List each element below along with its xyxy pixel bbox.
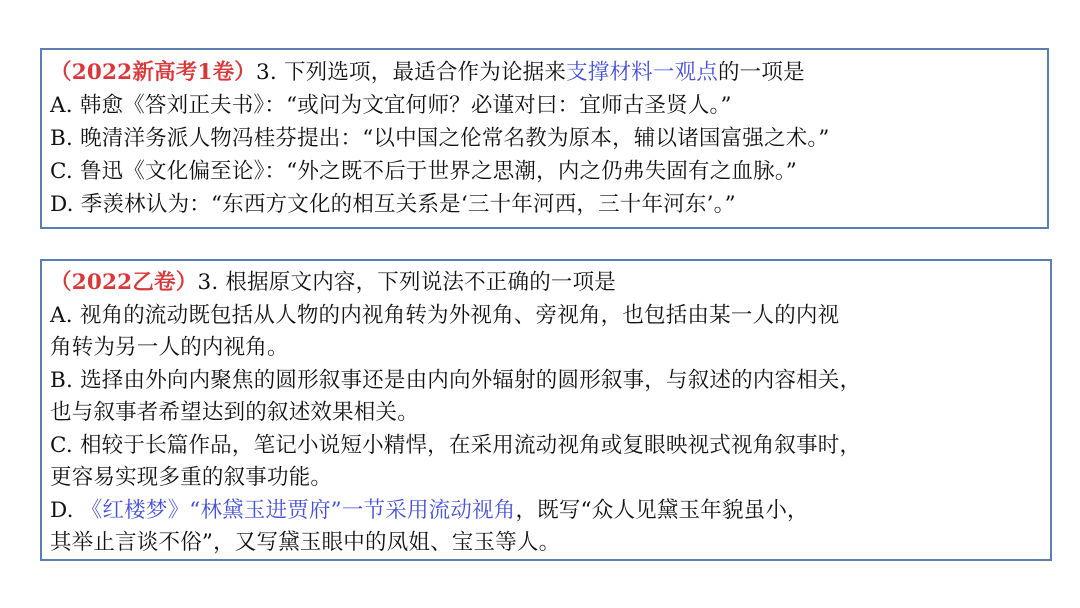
question-1-option-c bbox=[50, 155, 1047, 188]
option-letter: B. bbox=[50, 367, 74, 393]
question-2-stem-text: 3. 根据原文内容，下列说法不正确的一项是 bbox=[197, 270, 617, 295]
option-letter: C. bbox=[50, 159, 73, 184]
question-2-card bbox=[40, 259, 1052, 561]
option-text: 角转为另一人的内视角。 bbox=[50, 335, 289, 360]
question-1-card bbox=[40, 48, 1049, 229]
question-1-option-d bbox=[50, 188, 1047, 221]
option-text: 季羡林认为：“东西方文化的相互关系是‘三十年河西，三十年河东’。” bbox=[80, 192, 736, 217]
question-2-option-c-line-1 bbox=[50, 430, 1050, 463]
question-2-option-d-line-1 bbox=[50, 495, 1050, 528]
question-2-option-c-line-2 bbox=[50, 462, 1050, 495]
option-text: 韩愈《答刘正夫书》：“或问为文宜何师？必谨对曰：宜师古圣贤人。” bbox=[79, 93, 732, 118]
option-letter: B. bbox=[50, 126, 74, 151]
option-text: 选择由外向内聚焦的圆形叙事还是由内向外辐射的圆形叙事，与叙述的内容相关， bbox=[80, 367, 862, 393]
question-1-stem-before: 3. 下列选项，最适合作为论据来 bbox=[256, 60, 567, 85]
question-1-stem bbox=[50, 56, 1047, 89]
option-letter: D. bbox=[50, 497, 74, 523]
option-text: 晚清洋务派人物冯桂芬提出：“以中国之伦常名教为原本，辅以诸国富强之术。” bbox=[80, 126, 830, 151]
question-2-stem bbox=[50, 267, 1050, 300]
question-2-option-d-line-2 bbox=[50, 527, 1050, 560]
option-d-highlight: 《红楼梦》“林黛玉进贾府”一节采用流动视角 bbox=[80, 497, 516, 523]
option-letter: D. bbox=[50, 192, 74, 217]
option-text: 也与叙事者希望达到的叙述效果相关。 bbox=[50, 400, 419, 425]
option-text: 相较于长篇作品，笔记小说短小精悍，在采用流动视角或复眼映视式视角叙事时， bbox=[79, 432, 862, 458]
option-letter: C. bbox=[50, 432, 73, 458]
question-2-option-b-line-2 bbox=[50, 397, 1050, 430]
option-text: ，既写“众人见黛玉年貌虽小， bbox=[515, 497, 809, 523]
option-text: 鲁迅《文化偏至论》：“外之既不后于世界之思潮，内之仍弗失固有之血脉。” bbox=[79, 159, 797, 184]
question-2-option-a-line-1 bbox=[50, 300, 1050, 333]
option-text: 更容易实现多重的叙事功能。 bbox=[50, 465, 333, 490]
question-2-option-a-line-2 bbox=[50, 332, 1050, 365]
option-letter: A. bbox=[50, 93, 73, 118]
question-1-source: （2022新高考1卷） bbox=[50, 60, 256, 85]
question-1-stem-highlight: 支撑材料一观点 bbox=[566, 60, 718, 85]
question-1-stem-after: 的一项是 bbox=[717, 60, 805, 85]
question-1-option-b bbox=[50, 122, 1047, 155]
question-2-source: （2022乙卷） bbox=[50, 270, 198, 295]
question-1-option-a bbox=[50, 89, 1047, 122]
option-text: 视角的流动既包括从人物的内视角转为外视角、旁视角，也包括由某一人的内视 bbox=[79, 302, 840, 328]
question-2-option-b-line-1 bbox=[50, 365, 1050, 398]
option-text: 其举止言谈不俗”，又写黛玉眼中的凤姐、宝玉等人。 bbox=[50, 530, 561, 555]
option-letter: A. bbox=[50, 302, 73, 328]
